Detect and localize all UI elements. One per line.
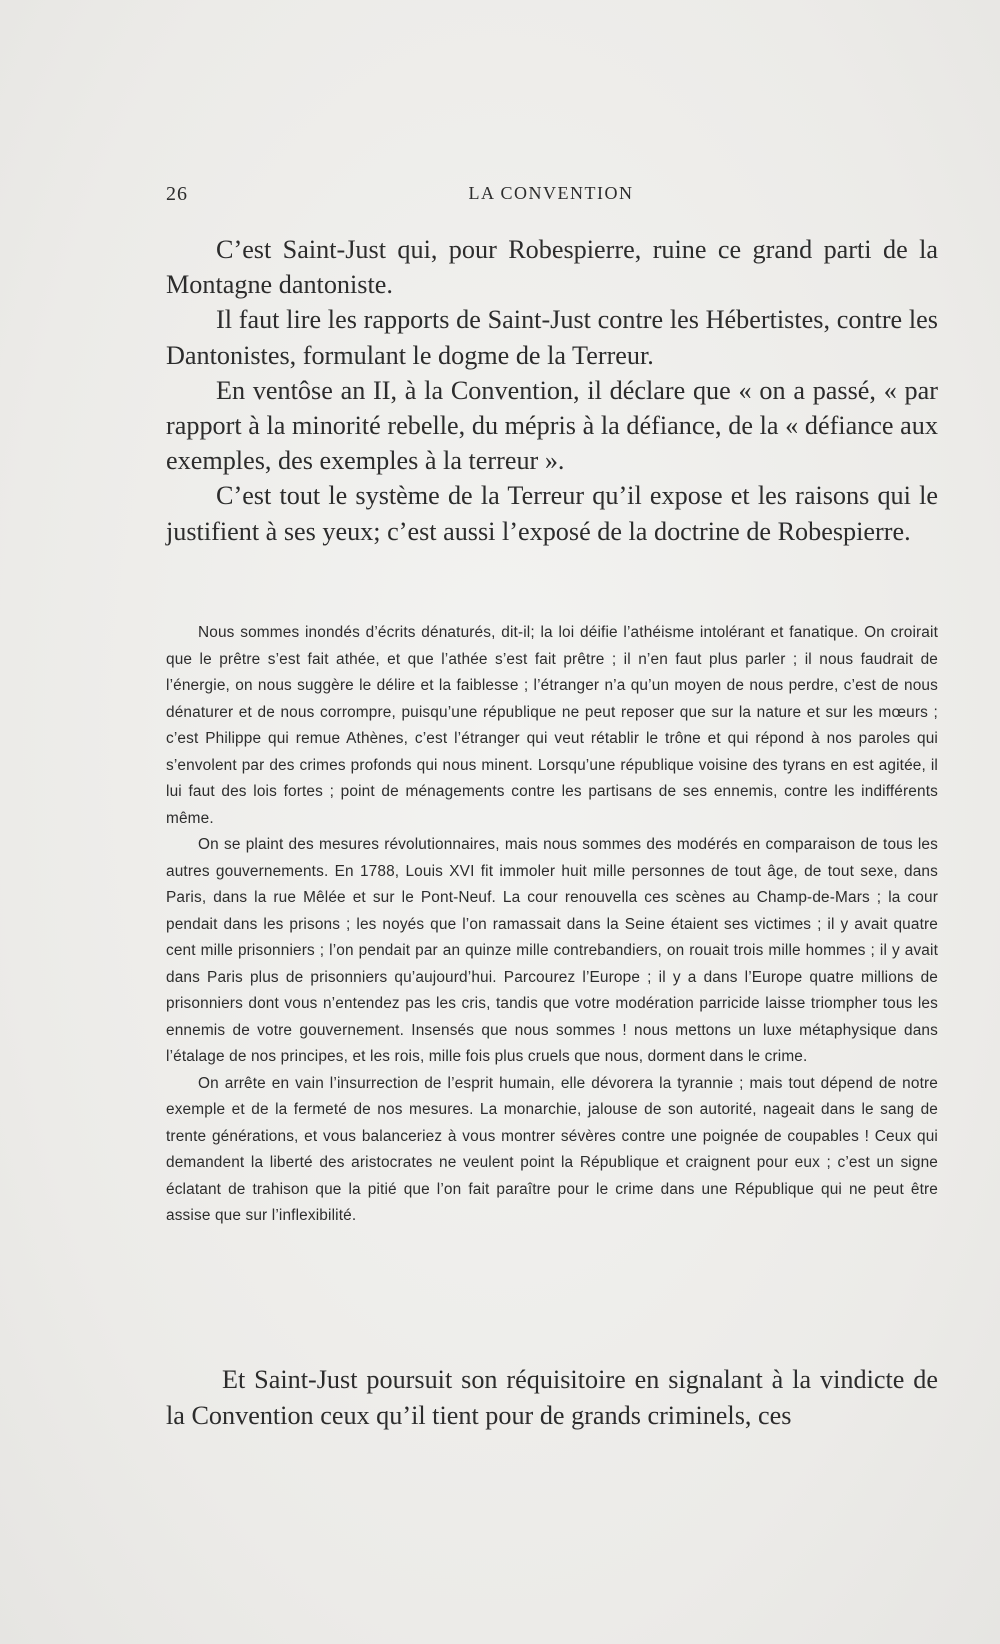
body-paragraph: Il faut lire les rapports de Saint-Just contre les Hébertistes, contre les Dantonistes, formulant le dogme de la Terreur.: [166, 305, 938, 370]
closing-paragraph: Et Saint-Just poursuit son réquisitoire en signalant à la vindicte de la Convention ceux qu’il tient pour de grands criminels, ces: [166, 1365, 938, 1430]
body-paragraph: C’est Saint-Just qui, pour Robespierre, ruine ce grand parti de la Montagne dantoniste.: [166, 235, 938, 300]
quotation-paragraph: On se plaint des mesures révolutionnaires, mais nous sommes des modérés en comparaison de tous les autres gouvernements. En 1788, Louis XVI fit immoler huit mille personnes de tout âge, de tout sexe, dans Paris, dans la rue Mêlée et sur le Pont-Neuf. La cour renouvella ces scènes au Champ-de-Mars ; la cour pendait dans les prisons ; les noyés que l’on ramassait dans la Seine étaient ses victimes ; il y avait quatre cent mille prisonniers ; l’on pendait par an quinze mille contrebandiers, on rouait trois mille hommes ; il y avait dans Paris plus de prisonniers qu’aujourd’hui. Parcourez l’Europe ; il y a dans l’Europe quatre millions de prisonniers dont vous n’entendez pas les cris, tandis que votre modération parricide laisse triompher tous les ennemis de votre gouvernement. Insensés que nous sommes ! nous mettons un luxe métaphysique dans l’étalage de nos principes, et les rois, mille fois plus cruels que nous, dorment dans le crime.: [166, 836, 938, 1065]
quotation-paragraph: On arrête en vain l’insurrection de l’esprit humain, elle dévorera la tyrannie ; mais tout dépend de notre exemple et de la fermeté de nos mesures. La monarchie, jalouse de son autorité, nageait dans le sang de trente générations, et vous balanceriez à vous montrer sévères contre une poignée de coupables ! Ceux qui demandent la liberté des aristocrates ne veulent point la République et craignent pour eux ; c’est un signe éclatant de trahison que la pitié que l’on fait paraître pour le crime dans une République qui ne peut être assise que sur l’inflexibilité.: [166, 1074, 938, 1224]
body-paragraph: C’est tout le système de la Terreur qu’il expose et les raisons qui le justifient à ses yeux; c’est aussi l’exposé de la doctrine de Robespierre.: [166, 481, 938, 546]
quotation-block: [166, 620, 938, 1230]
closing-text: [166, 1362, 938, 1433]
body-paragraph: En ventôse an II, à la Convention, il déclare que « on a passé, « par rapport à la minorité rebelle, du mépris à la défiance, de la « défiance aux exemples, des exemples à la terreur ».: [166, 375, 938, 476]
quotation-paragraph: Nous sommes inondés d’écrits dénaturés, dit-il; la loi déifie l’athéisme intolérant et fanatique. On croirait que le prêtre s’est fait athée, et que l’athée s’est fait prêtre ; il n’en faut plus parler ; il nous faudrait de l’énergie, on nous suggère le délire et la faiblesse ; l’étranger n’a qu’un moyen de nous perdre, c’est de nous dénaturer et de nous corrompre, puisqu’une république ne peut reposer que sur la nature et sur les mœurs ; c’est Philippe qui remue Athènes, c’est l’étranger qui veut rétablir le trône et qui répond à nos paroles qui s’envolent par des crimes profonds qui nous minent. Lorsqu’une république voisine des tyrans en est agitée, il lui faut des lois fortes ; point de ménagements contre les partisans de ses ennemis, contre les indifférents même.: [166, 624, 938, 827]
running-title: LA CONVENTION: [468, 183, 634, 203]
page-header: [166, 183, 936, 211]
body-text: [166, 232, 938, 549]
page-number: 26: [166, 183, 188, 205]
